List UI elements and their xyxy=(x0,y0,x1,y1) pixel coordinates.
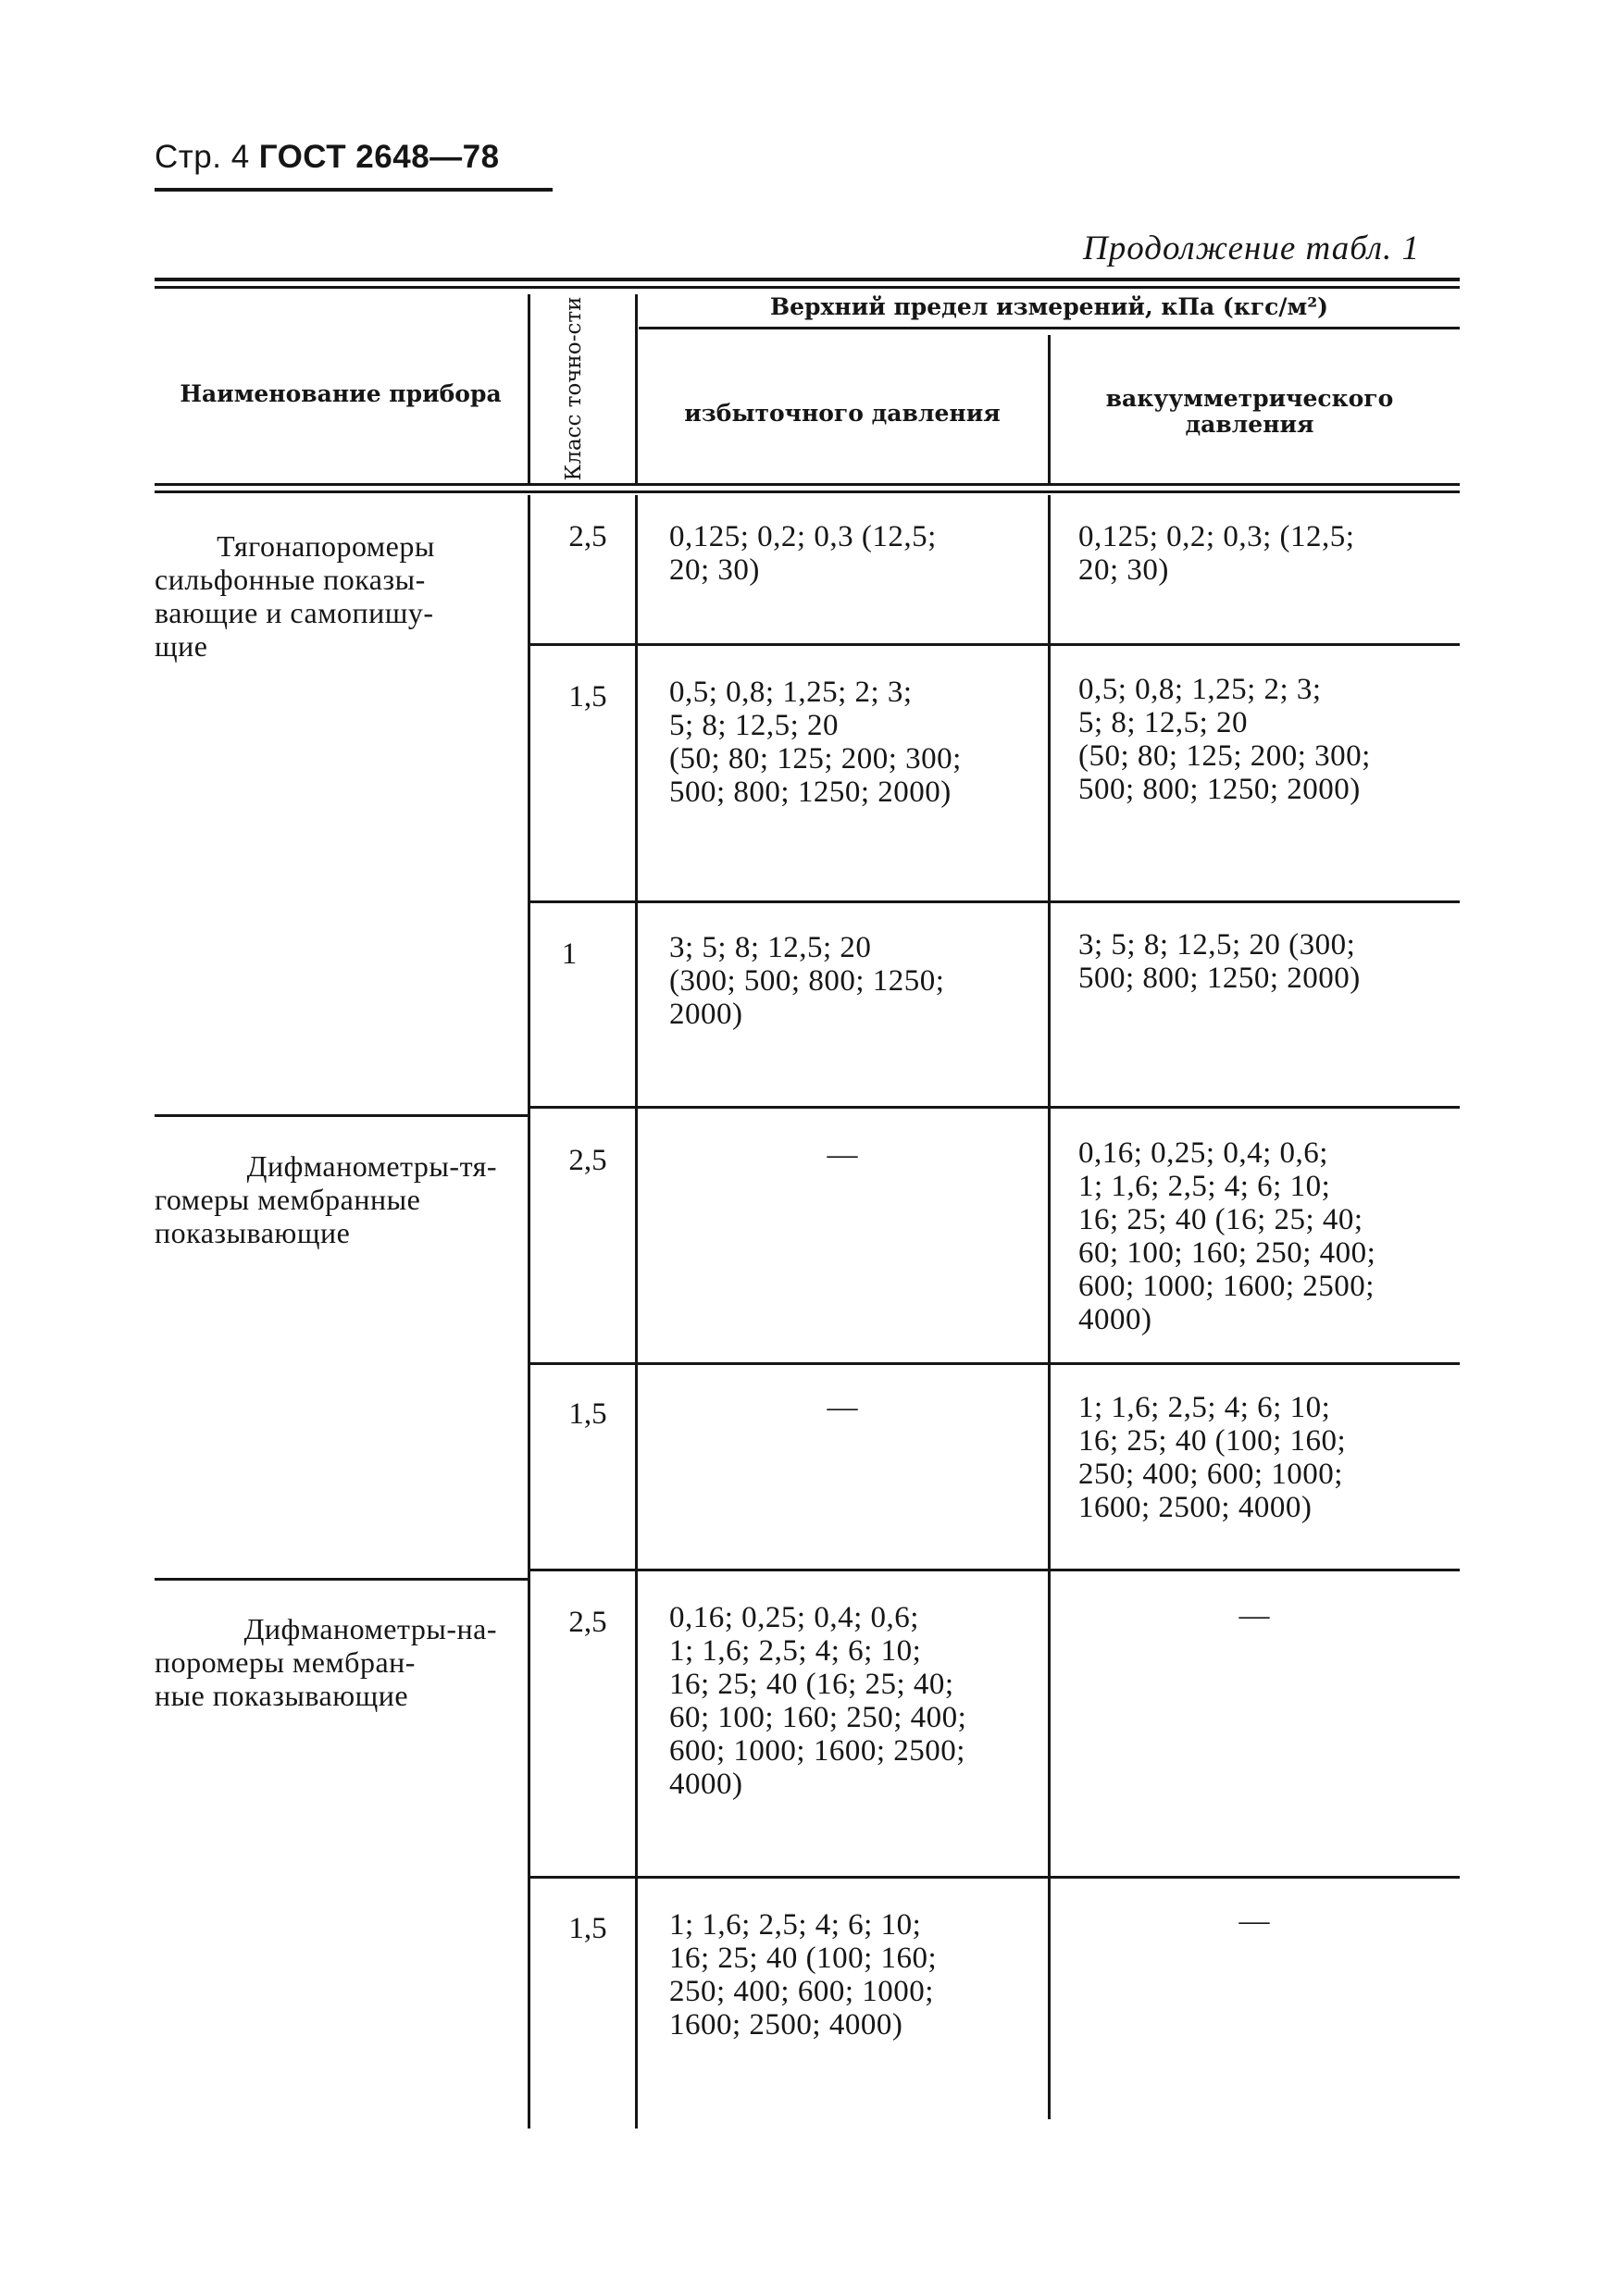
accuracy-class-cell: 1,5 xyxy=(568,1912,607,1945)
header-excess-pressure: избыточного давления xyxy=(684,400,1001,427)
page-number: Стр. 4 xyxy=(155,139,250,175)
accuracy-class-cell: 1 xyxy=(561,937,578,971)
header-device-name: Наименование прибора xyxy=(180,380,502,407)
excess-value-cell: 3; 5; 8; 12,5; 20 (300; 500; 800; 1250; 2000) xyxy=(669,931,945,1031)
accuracy-class-cell: 2,5 xyxy=(568,1144,607,1177)
continuation-label: Продолжение табл. 1 xyxy=(1083,230,1421,267)
header-rule xyxy=(155,188,553,192)
header-accuracy-class: Класс точно-сти xyxy=(562,296,586,481)
vacuum-value-cell: 0,5; 0,8; 1,25; 2; 3; 5; 8; 12,5; 20 (50; 80; 125; 200; 300; 500; 800; 1250; 2000) xyxy=(1078,673,1371,806)
excess-value-cell: 0,16; 0,25; 0,4; 0,6; 1; 1,6; 2,5; 4; 6; 10; 16; 25; 40 (16; 25; 40; 60; 100; 160; 250; 400; 600; 1000; 1600; 2500; 4000) xyxy=(669,1601,967,1801)
excess-value-cell: 0,5; 0,8; 1,25; 2; 3; 5; 8; 12,5; 20 (50; 80; 125; 200; 300; 500; 800; 1250; 2000) xyxy=(669,676,962,809)
excess-value-cell: 0,125; 0,2; 0,3 (12,5; 20; 30) xyxy=(669,520,937,587)
device-name: Дифманометры-на- поромеры мембран- ные показывающие xyxy=(155,1612,497,1712)
vacuum-value-cell: 0,16; 0,25; 0,4; 0,6; 1; 1,6; 2,5; 4; 6; 10; 16; 25; 40 (16; 25; 40; 60; 100; 160; 250; 400; 600; 1000; 1600; 2500; 4000) xyxy=(1078,1136,1376,1336)
page-header xyxy=(155,139,500,176)
vacuum-value-cell: 1; 1,6; 2,5; 4; 6; 10; 16; 25; 40 (100; 160; 250; 400; 600; 1000; 1600; 2500; 4000) xyxy=(1078,1391,1347,1524)
standard-title: ГОСТ 2648—78 xyxy=(258,139,500,175)
header-vacuum-pressure: вакуумметрического давления xyxy=(1105,385,1394,438)
accuracy-class-cell: 2,5 xyxy=(568,520,607,553)
accuracy-class-cell: 2,5 xyxy=(568,1606,607,1639)
vacuum-value-cell: 0,125; 0,2; 0,3; (12,5; 20; 30) xyxy=(1078,520,1355,587)
header-upper-limit: Верхний предел измерений, кПа (кгс/м²) xyxy=(769,293,1328,320)
empty-dash: — xyxy=(827,1138,858,1172)
empty-dash: — xyxy=(1238,1599,1270,1632)
device-name: Дифманометры-тя- гомеры мембранные показывающие xyxy=(155,1149,497,1249)
empty-dash: — xyxy=(827,1391,858,1424)
device-name: Тягонапоромеры сильфонные показы- вающие и самопишу- щие xyxy=(155,529,435,663)
vacuum-value-cell: 3; 5; 8; 12,5; 20 (300; 500; 800; 1250; 2000) xyxy=(1078,928,1361,995)
empty-dash: — xyxy=(1238,1905,1270,1938)
accuracy-class-cell: 1,5 xyxy=(568,1397,607,1431)
accuracy-class-cell: 1,5 xyxy=(568,680,607,714)
excess-value-cell: 1; 1,6; 2,5; 4; 6; 10; 16; 25; 40 (100; 160; 250; 400; 600; 1000; 1600; 2500; 4000) xyxy=(669,1908,938,2042)
